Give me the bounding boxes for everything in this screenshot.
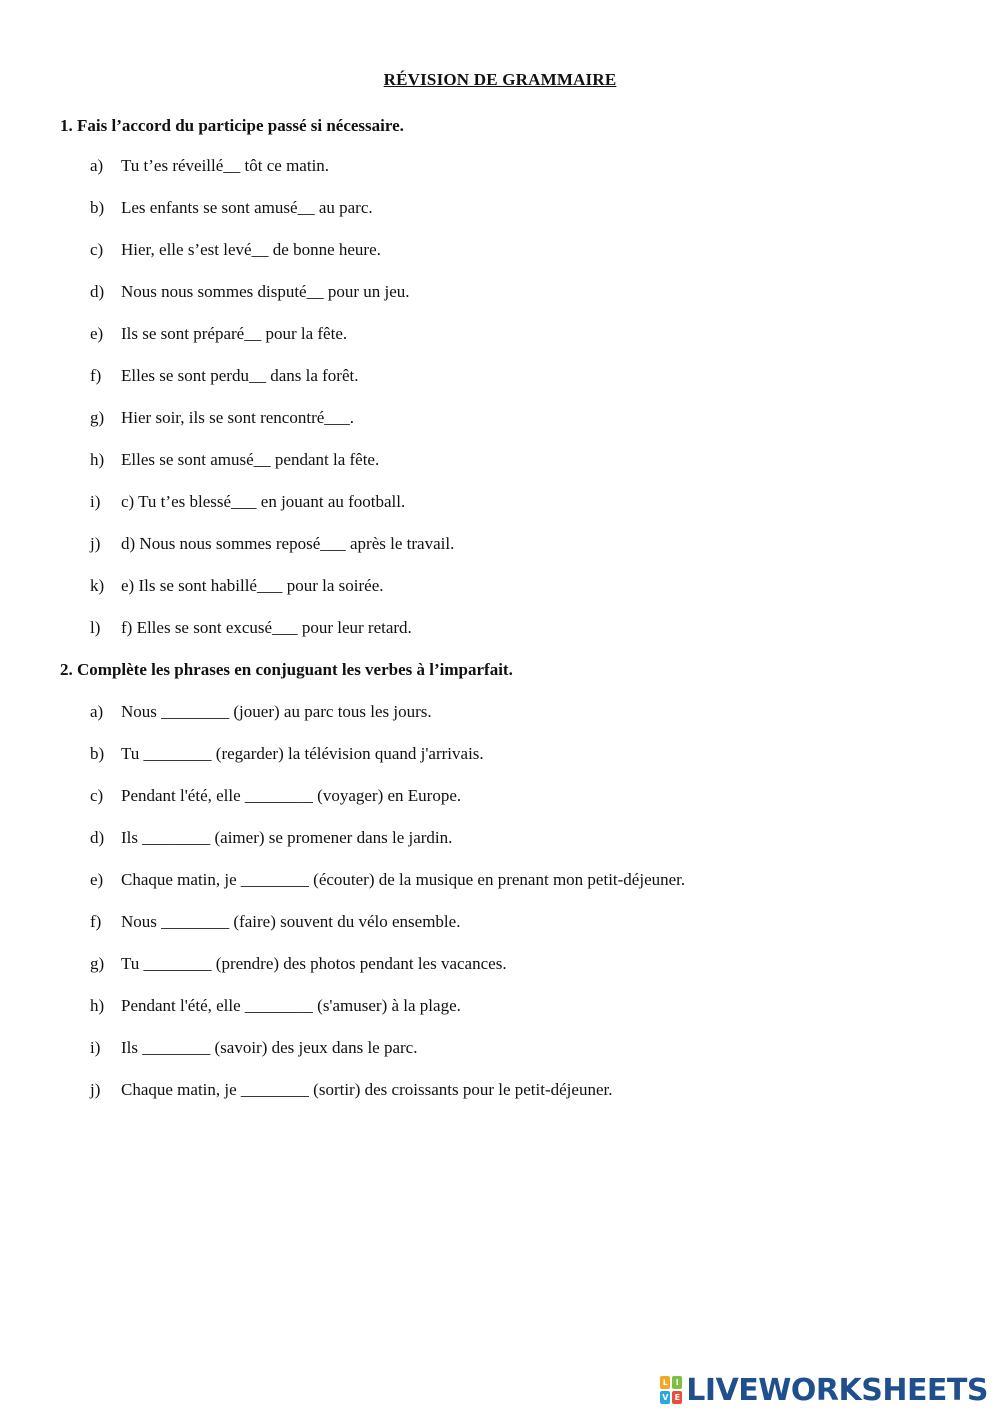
list-item: g) Hier soir, ils se sont rencontré___. <box>90 408 355 427</box>
liveworksheets-logo[interactable] <box>660 1372 988 1408</box>
list-item: i) Ils ________ (savoir) des jeux dans le parc. <box>90 1038 418 1057</box>
list-item: g) Tu ________ (prendre) des photos pendant les vacances. <box>90 954 507 973</box>
logo-mark-tile: I <box>672 1376 682 1389</box>
list-item: f) Elles se sont perdu__ dans la forêt. <box>90 366 359 385</box>
list-item: l) f) Elles se sont excusé___ pour leur retard. <box>90 618 412 637</box>
list-item: j) d) Nous nous sommes reposé___ après le travail. <box>90 534 455 553</box>
list-item: b) Les enfants se sont amusé__ au parc. <box>90 198 373 217</box>
list-item: c) Pendant l'été, elle ________ (voyager) en Europe. <box>90 786 462 805</box>
list-item: e) Chaque matin, je ________ (écouter) de la musique en prenant mon petit-déjeuner. <box>90 870 686 889</box>
list-item: c) Hier, elle s’est levé__ de bonne heure. <box>90 240 381 259</box>
list-item: h) Pendant l'été, elle ________ (s'amuser) à la plage. <box>90 996 461 1015</box>
liveworksheets-logo-icon <box>660 1376 682 1404</box>
page-title: RÉVISION DE GRAMMAIRE <box>383 70 617 89</box>
list-item: d) Nous nous sommes disputé__ pour un jeu. <box>90 282 410 301</box>
list-item: j) Chaque matin, je ________ (sortir) des croissants pour le petit-déjeuner. <box>90 1080 613 1099</box>
logo-mark-tile: V <box>662 1393 669 1402</box>
list-item: b) Tu ________ (regarder) la télévision quand j'arrivais. <box>90 744 484 763</box>
list-item: i) c) Tu t’es blessé___ en jouant au football. <box>90 492 406 511</box>
list-item: f) Nous ________ (faire) souvent du vélo ensemble. <box>90 912 461 931</box>
section-2-heading: 2. Complète les phrases en conjuguant les verbes à l’imparfait. <box>60 660 513 679</box>
list-item: d) Ils ________ (aimer) se promener dans le jardin. <box>90 828 453 847</box>
list-item: a) Tu t’es réveillé__ tôt ce matin. <box>90 156 330 175</box>
list-item: h) Elles se sont amusé__ pendant la fête. <box>90 450 380 469</box>
list-item: k) e) Ils se sont habillé___ pour la soirée. <box>90 576 384 595</box>
list-item: a) Nous ________ (jouer) au parc tous les jours. <box>90 702 432 721</box>
liveworksheets-logo-text: LIVEWORKSHEETS <box>686 1372 988 1408</box>
section-1-heading: 1. Fais l’accord du participe passé si nécessaire. <box>60 116 404 135</box>
list-item: e) Ils se sont préparé__ pour la fête. <box>90 324 348 343</box>
logo-mark-tile: L <box>660 1376 670 1389</box>
logo-mark-tile: E <box>672 1391 682 1404</box>
